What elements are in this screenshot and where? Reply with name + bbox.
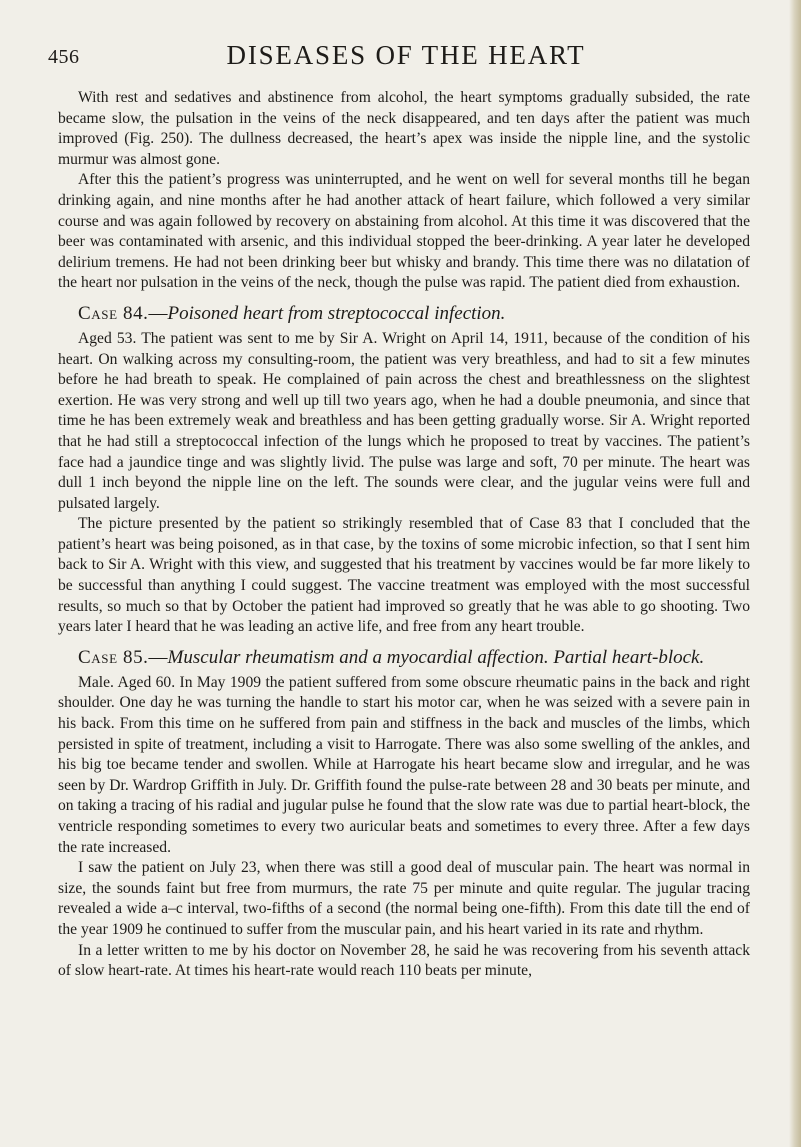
page-body <box>58 88 750 982</box>
case-85-title: Muscular rheumatism and a myocardial affection. Partial heart-block. <box>167 646 705 668</box>
paragraph: In a letter written to me by his doctor on November 28, he said he was recovering from his seventh attack of slow heart-rate. At times his heart-rate would reach 110 beats per minute, <box>58 941 750 980</box>
case-85-heading <box>58 646 750 670</box>
page-number: 456 <box>48 46 80 68</box>
paragraph: Aged 53. The patient was sent to me by Sir A. Wright on April 14, 1911, because of the condition of his heart. On walking across my consulting-room, the patient was very breathless, and had to sit a few minutes before he had breath to speak. He complained of pain across the chest and breathlessness on the slightest exertion. He was very strong and well up till two years ago, when he had a double pneumonia, and since that time he has been extremely weak and breathless and has been getting gradually worse. Sir A. Wright reported that he had still a streptococcal infection of the lungs which he proposed to treat by vaccines. The patient’s face had a jaundice tinge and was slightly livid. The pulse was large and soft, 70 per minute. The heart was dull 1 inch beyond the nipple line on the left. The sounds were clear, and the jugular veins were full and pulsated largely. <box>58 329 750 512</box>
case-84-label: Case 84. <box>78 302 149 324</box>
paragraph: After this the patient’s progress was uninterrupted, and he went on well for several months till he began drinking again, and nine months after he had another attack of heart failure, which followed a very similar course and was again followed by recovery on abstaining from alcohol. At this time it was discovered that the beer was contaminated with arsenic, and this individual stopped the beer-drinking. A year later he developed delirium tremens. He had not been drinking beer but whisky and brandy. This time there was no dilatation of the heart nor pulsation in the veins of the neck, though the pulse was rapid. The patient died from exhaustion. <box>58 171 750 292</box>
case-85-label: Case 85. <box>78 646 149 668</box>
case-84-heading <box>58 302 750 326</box>
page-edge-shadow <box>789 0 801 1147</box>
case-84-dash: — <box>148 302 168 324</box>
running-title: DISEASES OF THE HEART <box>226 40 586 70</box>
paragraph: Male. Aged 60. In May 1909 the patient suffered from some obscure rheumatic pains in the back and right shoulder. One day he was turning the handle to start his motor car, when he was seized with a severe pain in his back. From this time on he suffered from pain and stiffness in the back and muscles of the limbs, which persisted in spite of treatment, including a visit to Harrogate. There was also some swelling of the ankles, and his big toe became tender and swollen. While at Harrogate his heart became slow and irregular, and he was seen by Dr. Wardrop Griffith in July. Dr. Griffith found the pulse-rate between 28 and 30 beats per minute, and on taking a tracing of his radial and jugular pulse he found that the slow rate was due to partial heart-block, the ventricle responding sometimes to every two auricular beats and sometimes to every three. After a few days the rate increased. <box>58 673 750 856</box>
paragraph: I saw the patient on July 23, when there was still a good deal of muscular pain. The heart was normal in size, the sounds faint but free from murmurs, the rate 75 per minute and quite regular. The jugular tracing revealed a wide a–c interval, two-fifths of a second (the normal being one-fifth). From this date till the end of the year 1909 he continued to suffer from the muscular pain, and his heart varied in its rate and rhythm. <box>58 859 750 938</box>
paragraph: With rest and sedatives and abstinence from alcohol, the heart symptoms gradually subsided, the rate became slow, the pulsation in the veins of the neck disappeared, and ten days after the patient was much improved (Fig. 250). The dullness decreased, the heart’s apex was inside the nipple line, and the systolic murmur was almost gone. <box>58 89 750 168</box>
paragraph: The picture presented by the patient so strikingly resembled that of Case 83 that I concluded that the patient’s heart was being poisoned, as in that case, by the toxins of some microbic infection, so that I sent him back to Sir A. Wright with this view, and suggested that his treatment by vaccines would be far more likely to be successful than anything I could suggest. The vaccine treatment was employed with the most successful results, so much so that by October the patient had improved so greatly that he was able to go shooting. Two years later I heard that he was leading an active life, and free from any heart trouble. <box>58 515 750 636</box>
case-84-title: Poisoned heart from streptococcal infection. <box>167 302 506 324</box>
case-85-dash: — <box>148 646 168 668</box>
page-header <box>48 40 750 74</box>
